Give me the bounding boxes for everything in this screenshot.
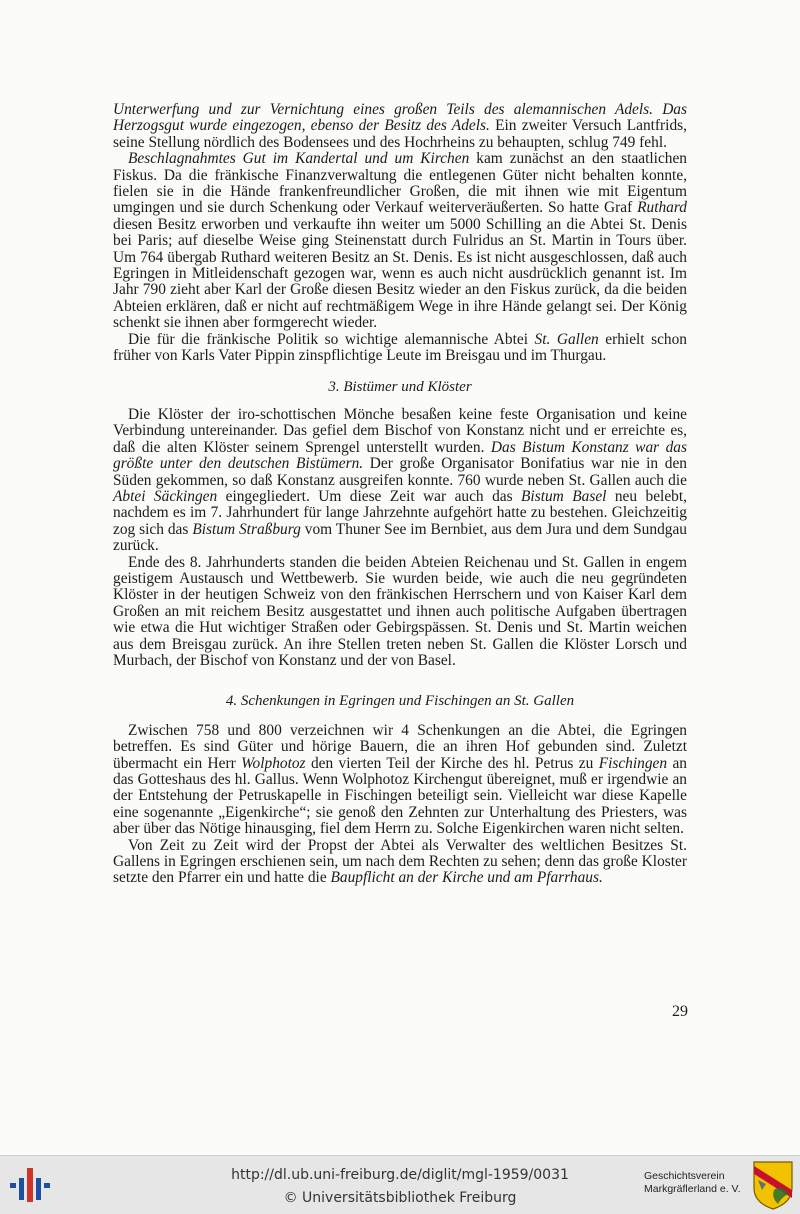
paragraph-3: Die für die fränkische Politik so wichtige alemannische Abtei St. Gallen erhielt schon früher von Karls Vater Pippin zinspflichtige Leute im Breisgau und im Thurgau. [113, 330, 687, 365]
emphasis: Bistum Straßburg [192, 520, 301, 538]
page-body-text [113, 102, 687, 887]
coat-of-arms-icon[interactable] [752, 1160, 794, 1210]
page-number: 29 [672, 1003, 688, 1020]
paragraph-1: Unterwerfung und zur Vernichtung eines großen Teils des alemannischen Adels. Das Herzogsgut wurde eingezogen, ebenso der Besitz des Adels. Ein zweiter Versuch Lantfrids, seine Stellung nördlich des Bodensees und des Hochrheins zu behaupten, schlug 749 fehl. [113, 101, 687, 151]
viewer-footer [0, 1155, 800, 1214]
emphasis: Ruthard [637, 199, 687, 217]
section-heading-3: 3. Bistümer und Klöster [328, 378, 472, 395]
emphasis: St. Gallen [534, 330, 599, 348]
emphasis: Wolphotoz [241, 754, 306, 772]
emphasis: Beschlagnahmtes Gut im Kandertal und um Kirchen [128, 150, 470, 168]
document-url-link[interactable]: http://dl.ub.uni-freiburg.de/diglit/mgl-1959/0031 [231, 1167, 569, 1183]
emphasis: Abtei Säckingen [113, 487, 218, 505]
paragraph-2: Beschlagnahmtes Gut im Kandertal und um Kirchen kam zunächst an den staatlichen Fiskus. Da die fränkische Finanzverwaltung die entlegenen Güter nicht behalten konnte, fielen sie in die Hände frankenfreundlicher Großen, die mit ihnen wie mit Eigentum umgingen und sie durch Schenkung oder Verkauf weiterveräußerten. So hatte Graf Ruthard diesen Besitz erworben und verkaufte ihn weiter um 5000 Schilling an die Abtei St. Denis bei Paris; auf dieselbe Weise ging Steinenstatt durch Fulridus an St. Martin in Tours über. Um 764 übergab Ruthard weiteren Besitz an St. Denis. Es ist nicht ausgeschlossen, daß auch Egringen in Mitleidenschaft gezogen war, wenn es auch nicht ausdrücklich genannt ist. Im Jahr 790 zieht aber Karl der Große diesen Besitz wieder an den Fiskus zurück, da die beiden Abteien erklären, daß er nicht auf rechtmäßigem Wege in ihre Hände gelangt sei. Der König schenkt sie ihnen aber formgerecht wieder. [113, 150, 688, 332]
emphasis: Fischingen [598, 754, 668, 772]
paragraph-4: Die Klöster der iro-schottischen Mönche besaßen keine feste Organisation und keine Verbindung untereinander. Das gefiel dem Bischof von Konstanz nicht und er erreichte es, daß die alten Klöster seinem Sprengel unterstellt wurden. Das Bistum Konstanz war das größte unter den deutschen Bistümern. Der große Organisator Bonifatius war nie in den Süden gekommen, so daß Konstanz ausgreifen konnte. 760 wurde neben St. Gallen auch die Abtei Säckingen eingegliedert. Um diese Zeit war auch das Bistum Basel neu belebt, nachdem es im 7. Jahrhundert für lange Jahrzehnte aufgehört hatte zu bestehen. Gleichzeitig zog sich das Bistum Straßburg vom Thuner See im Bernbiet, aus dem Jura und dem Sundgau zurück. [113, 405, 687, 555]
society-name: Geschichtsverein Markgräflerland e. V. [644, 1170, 741, 1195]
emphasis: Das Bistum Konstanz war das größte unter den deutschen Bistümern. [113, 438, 687, 473]
emphasis: Bistum Basel [521, 487, 607, 505]
section-heading-4: 4. Schenkungen in Egringen und Fischingen an St. Gallen [225, 693, 575, 710]
copyright-notice: © Universitätsbibliothek Freiburg [283, 1190, 517, 1206]
paragraph-6: Zwischen 758 und 800 verzeichnen wir 4 Schenkungen an die Abtei, die Egringen betreffen. Es sind Güter und hörige Bauern, die an ihren Hof gebunden sind. Zuletzt übermacht ein Herr Wolphotoz den vierten Teil der Kirche des hl. Petrus zu Fischingen an das Gotteshaus des hl. Gallus. Wenn Wolphotoz Kirchengut übereignet, muß er irgendwie an der Entstehung der Petruskapelle in Fischingen beteiligt sein. Vielleicht war diese Kapelle eine sogenannte „Eigenkirche“; sie genoß den Zehnten zur Unterhaltung des Priesters, was aber über das Nötige hinausging, fiel dem Herrn zu. Solche Eigenkirchen waren nicht selten. [113, 721, 687, 838]
paragraph-7: Von Zeit zu Zeit wird der Propst der Abtei als Verwalter des weltlichen Besitzes St. Gallens in Egringen erschienen sein, um nach dem Rechten zu sehen; denn das große Kloster setzte den Pfarrer ein und hatte die Baupflicht an der Kirche und am Pfarrhaus. [113, 836, 687, 887]
emphasis: Baupflicht an der Kirche und am Pfarrhaus. [330, 869, 603, 887]
emphasis: Unterwerfung und zur Vernichtung eines großen Teils des alemannischen Adels. Das Herzogsgut wurde eingezogen, ebenso der Besitz des Adels. [113, 101, 687, 135]
paragraph-5: Ende des 8. Jahrhunderts standen die beiden Abteien Reichenau und St. Gallen in engem geistigem Austausch und Wettbewerb. Sie wurden beide, wie auch die neu gegründeten Klöster in der heutigen Schweiz von den fränkischen Herrschern und von Kaiser Karl dem Großen an mit reichem Besitz ausgestattet und ihnen auch politische Aufgaben übertragen wie etwa die Hut wichtiger Straßen oder Gebirgspässen. St. Denis und St. Martin weichen aus dem Breisgau zurück. An ihre Stellen treten neben St. Gallen die Klöster Lorsch und Murbach, der Bischof von Konstanz und der von Basel. [113, 553, 687, 669]
